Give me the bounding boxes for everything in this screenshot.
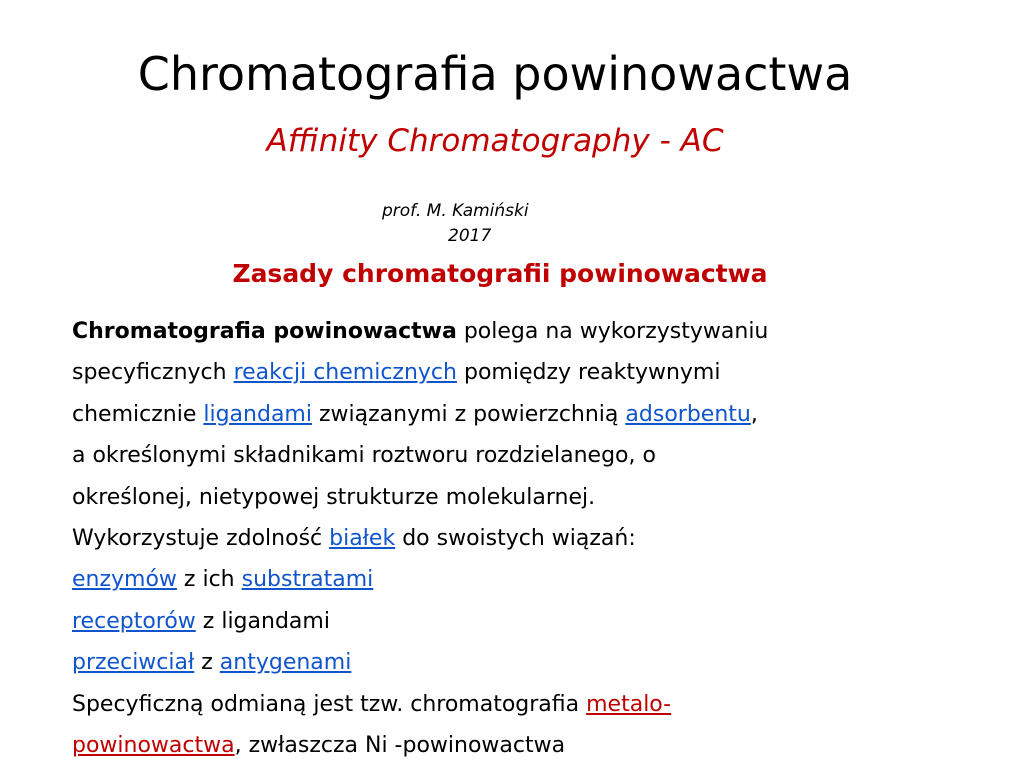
body-line-4: a określonymi składnikami roztworu rozdzielanego, o xyxy=(72,443,656,469)
text-span: z ich xyxy=(176,567,242,593)
link-bialek[interactable]: białek xyxy=(329,526,396,552)
slide-subtitle: Affinity Chromatography - AC xyxy=(266,123,724,159)
term-bold: Chromatografia powinowactwa xyxy=(72,319,457,344)
author-name: prof. M. Kamiński xyxy=(382,201,529,221)
text-span: specyficznych xyxy=(72,360,234,386)
text-span: związanymi z powierzchnią xyxy=(311,401,626,427)
text-span: , xyxy=(750,401,758,427)
text-span: Wykorzystuje zdolność xyxy=(72,526,330,552)
body-line-6 xyxy=(72,518,1002,559)
text-span: z ligandami xyxy=(195,608,330,634)
body-line-10 xyxy=(72,684,1002,725)
body-line-5: określonej, nietypowej strukturze molekularnej. xyxy=(72,484,596,510)
author-year: 2017 xyxy=(448,226,492,246)
link-antygenami[interactable]: antygenami xyxy=(219,650,352,676)
link-reakcji-chemicznych[interactable]: reakcji chemicznych xyxy=(233,360,457,386)
body-line-9 xyxy=(72,642,1002,683)
link-powinowactwa[interactable]: powinowactwa xyxy=(72,733,235,759)
body-line-8 xyxy=(72,601,1002,642)
link-ligandami[interactable]: ligandami xyxy=(203,401,312,427)
body-line-2 xyxy=(72,352,1002,393)
link-przeciwcial[interactable]: przeciwciał xyxy=(72,650,195,676)
text-span: z xyxy=(194,650,220,676)
body-line-1 xyxy=(72,311,1002,352)
link-adsorbentu[interactable]: adsorbentu xyxy=(625,401,751,427)
body-paragraph xyxy=(72,311,1002,766)
link-receptorow[interactable]: receptorów xyxy=(72,608,196,634)
text-span: polega na wykorzystywaniu xyxy=(456,319,769,344)
link-substratami[interactable]: substratami xyxy=(241,567,374,593)
link-enzymow[interactable]: enzymów xyxy=(72,567,177,593)
author-block xyxy=(382,199,529,249)
text-span: do swoistych wiązań: xyxy=(395,526,636,552)
text-span: , zwłaszcza Ni -powinowactwa xyxy=(234,733,566,759)
slide-title: Chromatografia powinowactwa xyxy=(137,47,853,101)
section-heading: Zasady chromatografii powinowactwa xyxy=(232,259,768,288)
text-span: chemicznie xyxy=(72,401,204,427)
text-span: pomiędzy reaktywnymi xyxy=(456,360,721,386)
text-span: Specyficzną odmianą jest tzw. chromatografia xyxy=(72,691,587,717)
link-metalo[interactable]: metalo- xyxy=(586,691,672,717)
body-line-11 xyxy=(72,725,1002,766)
body-line-7 xyxy=(72,559,1002,600)
body-line-3 xyxy=(72,394,1002,435)
